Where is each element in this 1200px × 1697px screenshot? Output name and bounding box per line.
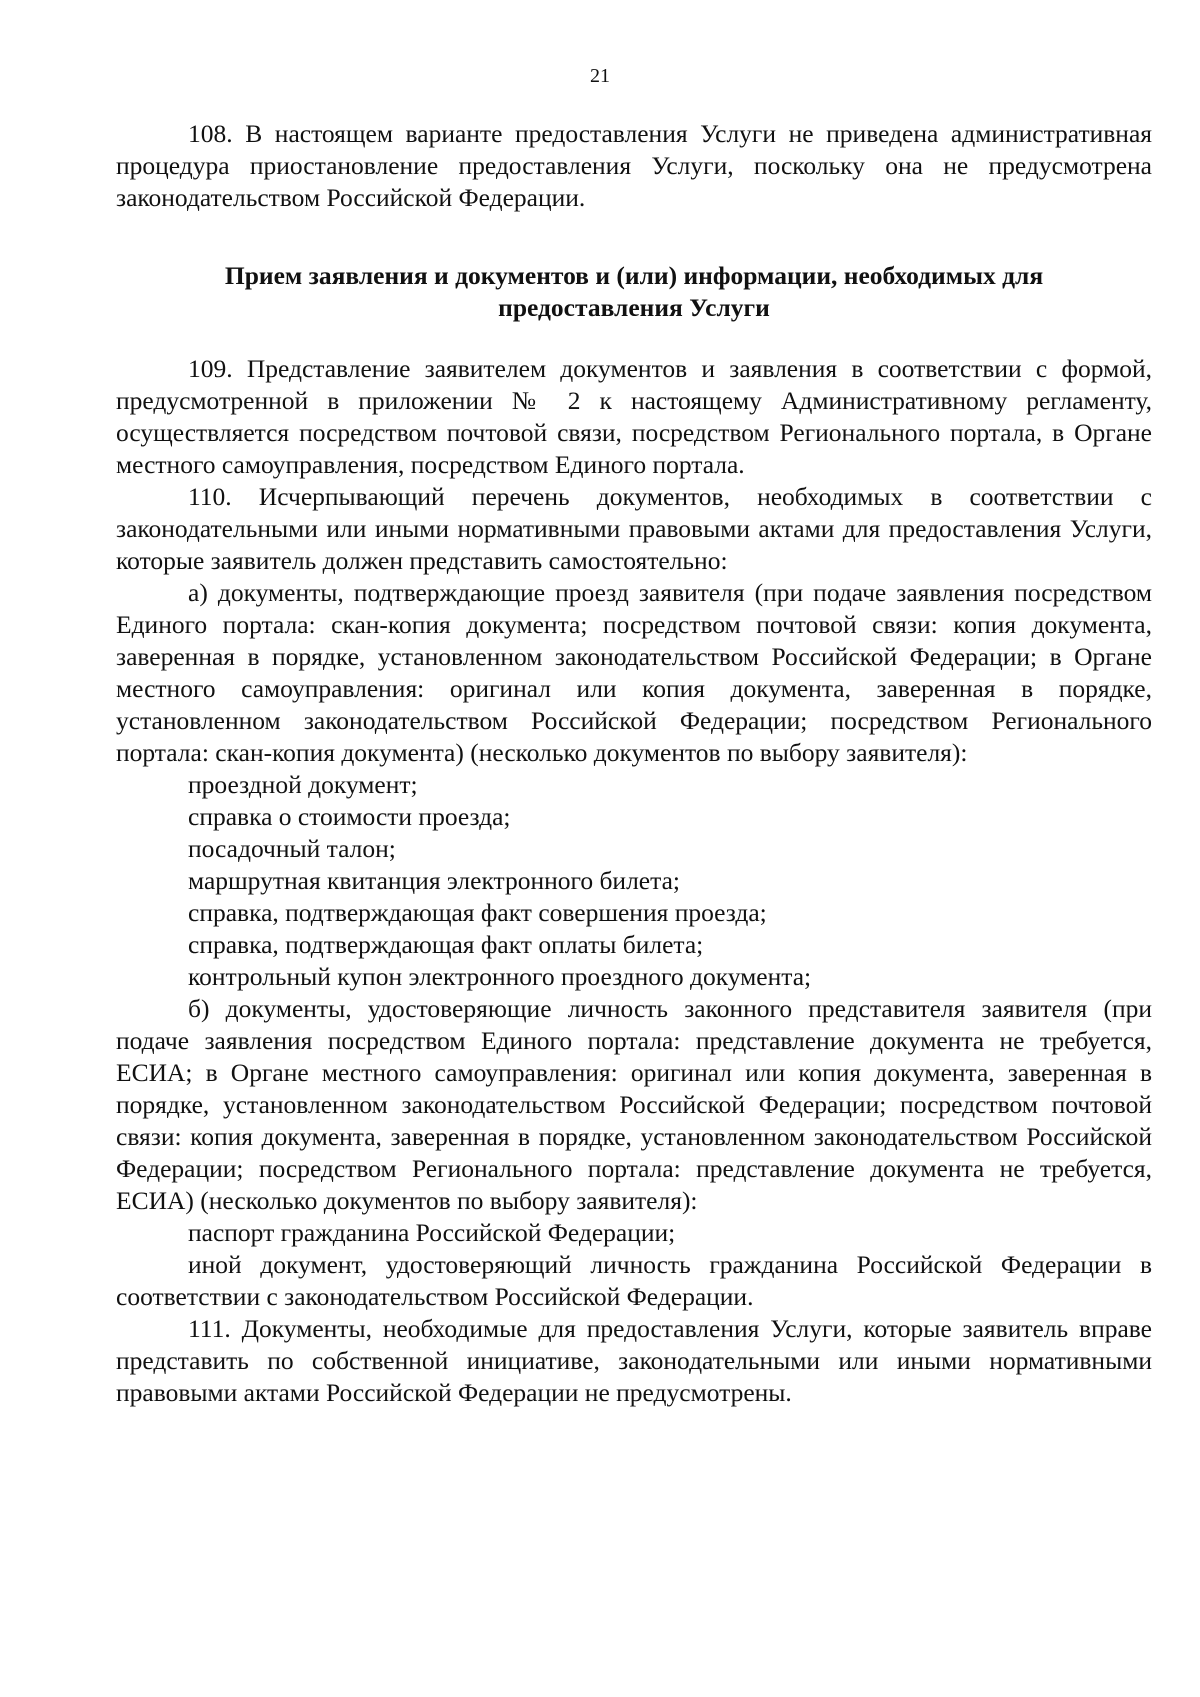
paragraph-110: 110. Исчерпывающий перечень документов, необходимых в соответствии с законодательными или иными нормативными правовыми актами для предоставления Услуги, которые заявитель должен представить самостоятельно: bbox=[116, 482, 1152, 575]
list-a-item-6: справка, подтверждающая факт оплаты билета; bbox=[188, 930, 704, 959]
section-heading bbox=[116, 260, 1152, 324]
list-a-item-5: справка, подтверждающая факт совершения проезда; bbox=[188, 898, 767, 927]
page-content bbox=[116, 118, 1152, 1409]
list-b-item-1: паспорт гражданина Российской Федерации; bbox=[188, 1218, 676, 1247]
section-heading-line-1: Прием заявления и документов и (или) информации, необходимых для bbox=[224, 261, 1044, 290]
item-a: а) документы, подтверждающие проезд заявителя (при подаче заявления посредством Единого портала: скан-копия документа; посредством почтовой связи: копия документа, заверенная в порядке, установленном законодательством Российской Федерации; в Органе местного самоуправления: оригинал или копия документа, заверенная в порядке, установленном законодательством Российской Федерации; посредством Регионального портала: скан-копия документа) (несколько документов по выбору заявителя): bbox=[116, 578, 1152, 767]
list-a-item-2: справка о стоимости проезда; bbox=[188, 802, 511, 831]
paragraph-109: 109. Представление заявителем документов и заявления в соответствии с формой, предусмотренной в приложении № 2 к настоящему Административному регламенту, осуществляется посредством почтовой связи, посредством Регионального портала, в Органе местного самоуправления, посредством Единого портала. bbox=[116, 354, 1152, 479]
list-b-item-2: иной документ, удостоверяющий личность гражданина Российской Федерации в соответствии с законодательством Российской Федерации. bbox=[116, 1250, 1152, 1311]
list-a-item-3: посадочный талон; bbox=[188, 834, 396, 863]
section-heading-line-2: предоставления Услуги bbox=[498, 293, 770, 322]
item-b: б) документы, удостоверяющие личность законного представителя заявителя (при подаче заявления посредством Единого портала: представление документа не требуется, ЕСИА; в Органе местного самоуправления: оригинал или копия документа, заверенная в порядке, установленном законодательством Российской Федерации; посредством почтовой связи: копия документа, заверенная в порядке, установленном законодательством Российской Федерации; посредством Регионального портала: представление документа не требуется, ЕСИА) (несколько документов по выбору заявителя): bbox=[116, 994, 1152, 1215]
paragraph-111: 111. Документы, необходимые для предоставления Услуги, которые заявитель вправе представить по собственной инициативе, законодательными или иными нормативными правовыми актами Российской Федерации не предусмотрены. bbox=[116, 1314, 1152, 1407]
list-a-item-7: контрольный купон электронного проездного документа; bbox=[188, 962, 812, 991]
list-a-item-4: маршрутная квитанция электронного билета; bbox=[188, 866, 680, 895]
page-number: 21 bbox=[590, 65, 610, 87]
paragraph-108: 108. В настоящем варианте предоставления Услуги не приведена административная процедура приостановление предоставления Услуги, поскольку она не предусмотрена законодательством Российской Федерации. bbox=[116, 119, 1152, 212]
list-a-item-1: проездной документ; bbox=[188, 770, 418, 799]
